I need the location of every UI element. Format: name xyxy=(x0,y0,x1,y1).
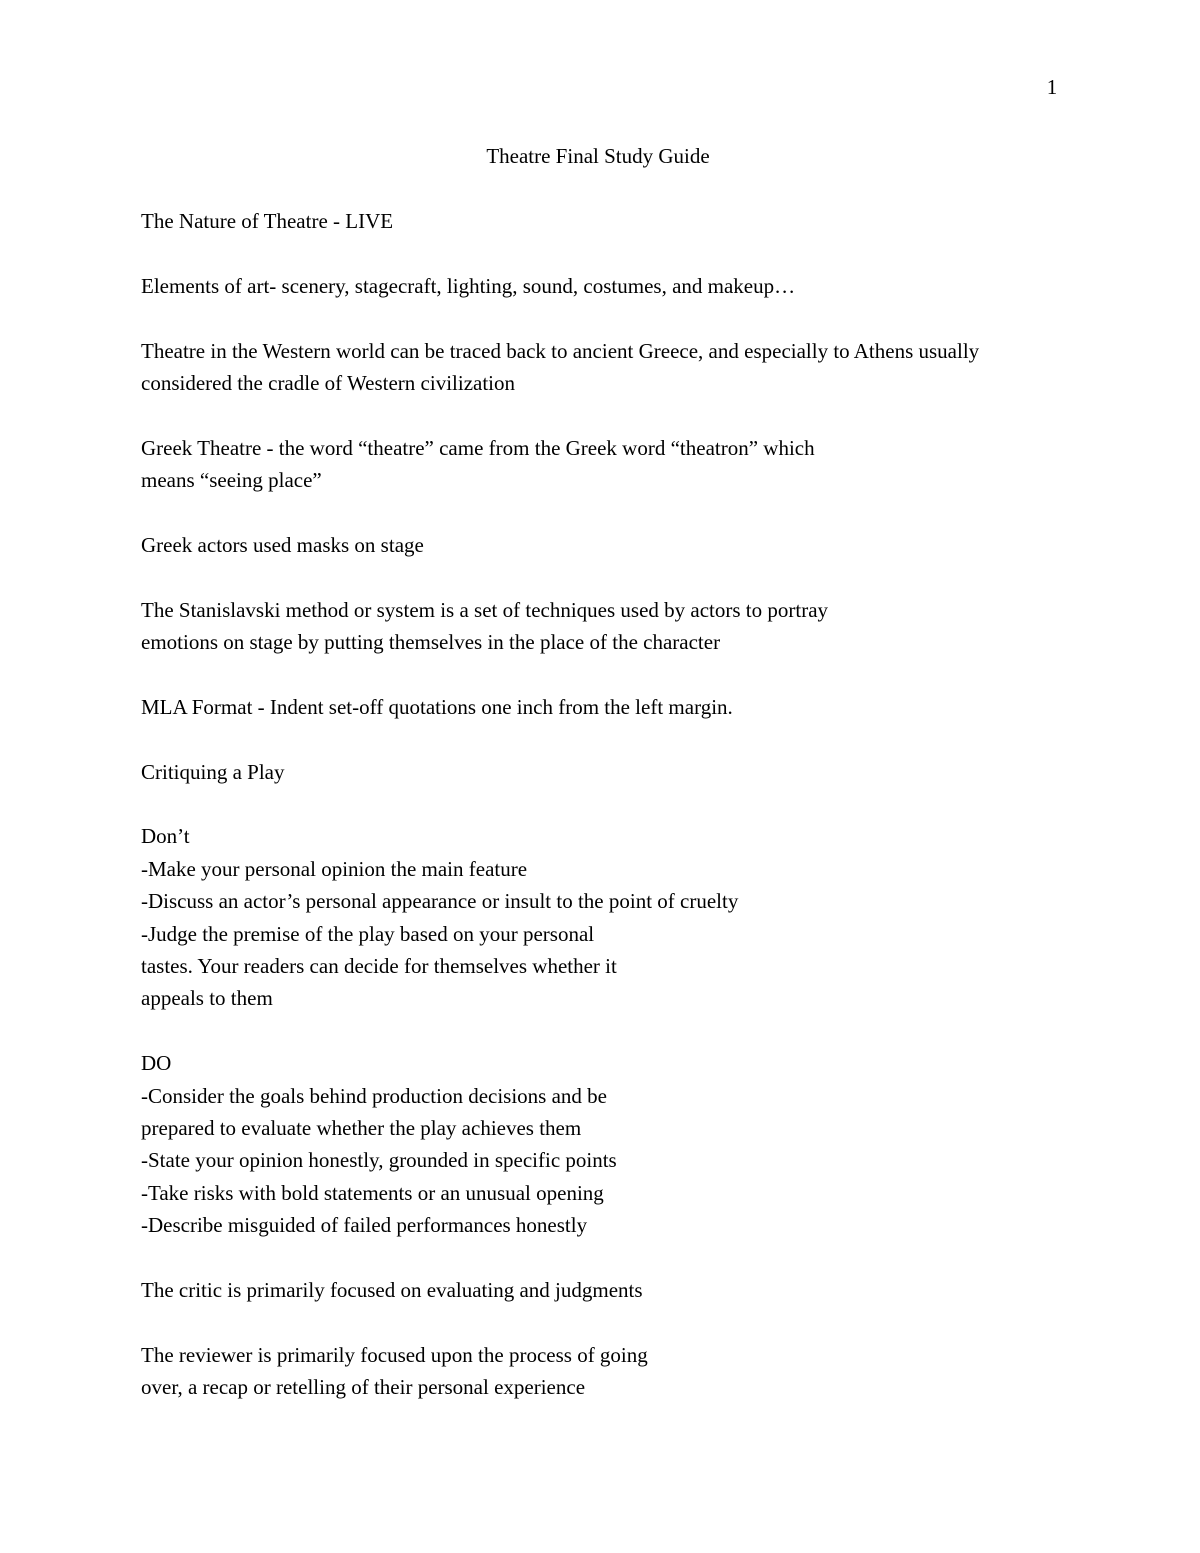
western-theatre-line-2: considered the cradle of Western civilization xyxy=(141,370,516,395)
do-item: -Consider the goals behind production decisions and be xyxy=(141,1083,607,1108)
greek-theatre-line-1: Greek Theatre - the word “theatre” came from the Greek word “theatron” which xyxy=(141,435,815,460)
do-item: -Describe misguided of failed performances honestly xyxy=(141,1213,588,1238)
elements-of-art-line: Elements of art- scenery, stagecraft, lighting, sound, costumes, and makeup… xyxy=(141,273,796,298)
dont-item: -Judge the premise of the play based on your personal xyxy=(141,921,595,946)
do-heading: DO xyxy=(141,1051,172,1076)
do-item: prepared to evaluate whether the play achieves them xyxy=(141,1115,582,1140)
stanislavski-line-1: The Stanislavski method or system is a set of techniques used by actors to portray xyxy=(141,597,829,622)
paragraph-gap xyxy=(141,497,1101,529)
paragraph-gap xyxy=(141,1306,1101,1338)
stanislavski-line-2: emotions on stage by putting themselves in the place of the character xyxy=(141,630,721,655)
dont-item: -Make your personal opinion the main feature xyxy=(141,856,528,881)
dont-item: tastes. Your readers can decide for themselves whether it xyxy=(141,953,617,978)
paragraph-gap xyxy=(141,1242,1101,1274)
paragraph-gap xyxy=(141,658,1101,690)
western-theatre-line-1: Theatre in the Western world can be traced back to ancient Greece, and especially to Athens usually xyxy=(141,338,980,363)
paragraph-gap xyxy=(141,302,1101,334)
paragraph-gap xyxy=(141,723,1101,755)
nature-of-theatre-line: The Nature of Theatre - LIVE xyxy=(141,209,394,233)
dont-item: appeals to them xyxy=(141,986,273,1011)
reviewer-line-2: over, a recap or retelling of their personal experience xyxy=(141,1375,586,1400)
paragraph-gap xyxy=(141,1015,1101,1047)
critiquing-heading: Critiquing a Play xyxy=(141,759,285,784)
do-item: -State your opinion honestly, grounded in specific points xyxy=(141,1148,617,1173)
dont-heading: Don’t xyxy=(141,824,190,849)
critic-line: The critic is primarily focused on evaluating and judgments xyxy=(141,1277,643,1302)
document-body xyxy=(141,205,1101,1403)
mla-format-line: MLA Format - Indent set-off quotations one inch from the left margin. xyxy=(141,694,733,719)
page-number: 1 xyxy=(1046,75,1058,99)
do-item: -Take risks with bold statements or an unusual opening xyxy=(141,1180,604,1205)
paragraph-gap xyxy=(141,561,1101,593)
paragraph-gap xyxy=(141,788,1101,820)
paragraph-gap xyxy=(141,237,1101,269)
document-title: Theatre Final Study Guide xyxy=(486,144,710,168)
paragraph-gap xyxy=(141,399,1101,431)
greek-theatre-line-2: means “seeing place” xyxy=(141,468,322,493)
reviewer-line-1: The reviewer is primarily focused upon the process of going xyxy=(141,1342,648,1367)
greek-masks-line: Greek actors used masks on stage xyxy=(141,532,424,557)
dont-item: -Discuss an actor’s personal appearance or insult to the point of cruelty xyxy=(141,889,739,914)
